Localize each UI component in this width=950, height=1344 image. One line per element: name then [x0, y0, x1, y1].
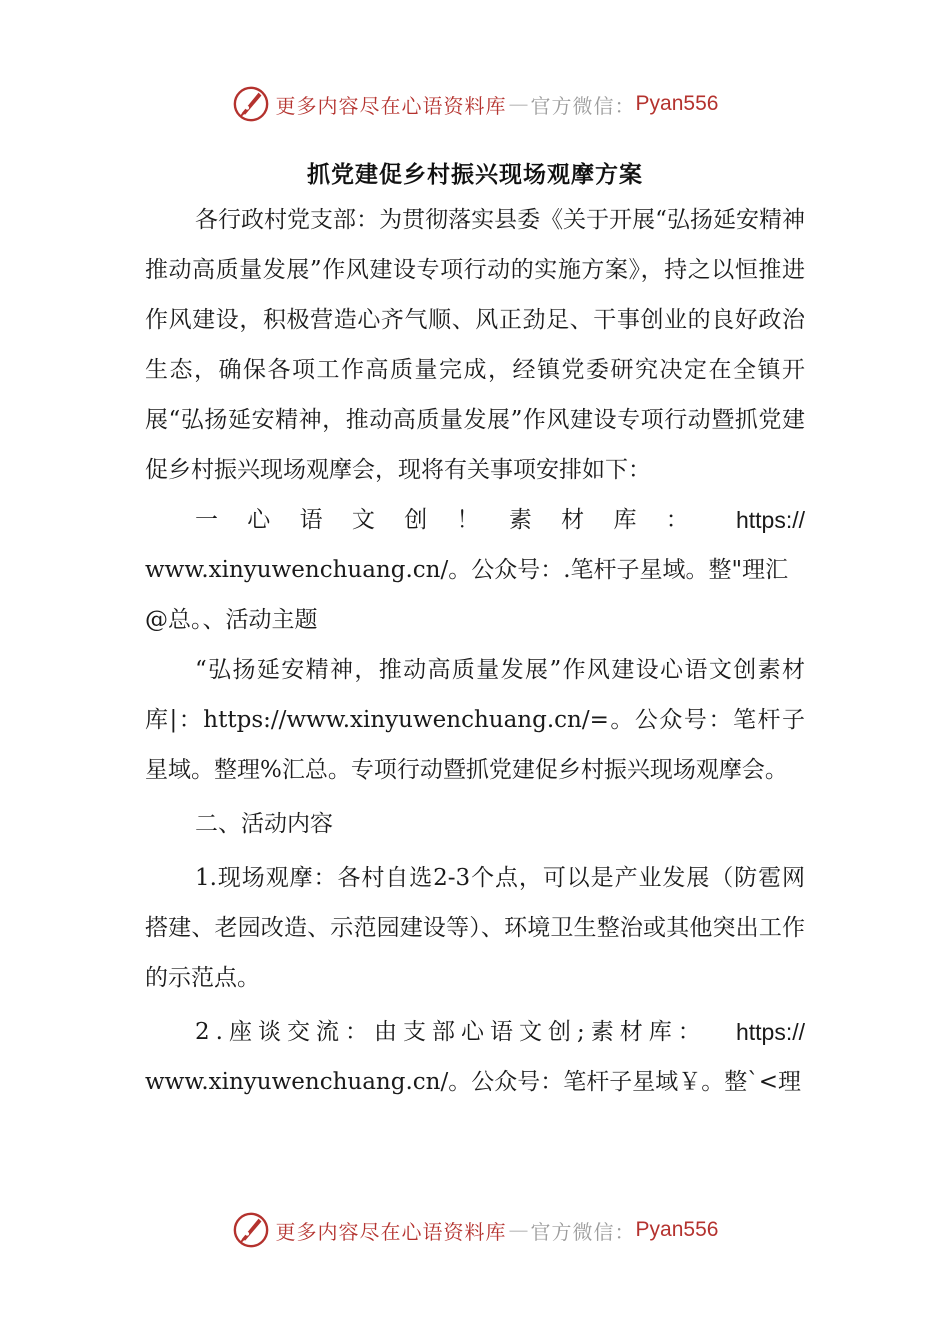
paragraph-intro: 各行政村党支部：为贯彻落实县委《关于开展“弘扬延安精神推动高质量发展”作风建设专项行动的实施方案》，持之以恒推进作风建设，积极营造心齐气顺、风正劲足、干事创业的良好政治生态，确保各项工作高质量完成，经镇党委研究决定在全镇开展“弘扬延安精神，推动高质量发展”作风建设专项行动暨抓党建促乡村振兴现场观摩会，现将有关事项安排如下：: [145, 207, 805, 483]
watermark-label: 官方微信：: [530, 1219, 636, 1244]
paragraph-theme-header: [145, 545, 805, 645]
quill-logo-icon: [232, 1211, 270, 1249]
paragraph-item-1: 1.现场观摩：各村自选2-3个点，可以是产业发展（防雹网搭建、老园改造、示范园建设等）、环境卫生整治或其他突出工作的示范点。: [145, 865, 805, 991]
watermark-dash: —: [508, 1218, 529, 1242]
watermark-text: 更多内容尽在心语资料库: [275, 1219, 507, 1244]
watermark-wechat-id: Pyan556: [635, 92, 719, 115]
paragraph-item-2: [145, 1007, 805, 1057]
spaced-text: 一 心 语 文 创 ！ 素 材 库 ：: [195, 507, 689, 533]
watermark-text: 更多内容尽在心语资料库: [275, 93, 507, 118]
url-fragment-2: https://: [735, 1019, 805, 1045]
watermark-banner-top: [0, 82, 950, 126]
watermark-label: 官方微信：: [530, 93, 636, 118]
paragraph-theme-header-text: www.xinyuwenchuang.cn/。公众号：.笔杆子星域。整"理汇@总。、活动主题: [145, 557, 789, 633]
paragraph-spaced-line: [145, 495, 805, 545]
watermark-dash: —: [508, 92, 529, 116]
section-heading-content: 二、活动内容: [195, 811, 333, 837]
paragraph-item-2-cont: www.xinyuwenchuang.cn/。公众号：笔杆子星域￥。整`<理: [145, 1069, 801, 1095]
watermark-wechat-id: Pyan556: [635, 1218, 719, 1241]
watermark-banner-bottom: [0, 1208, 950, 1252]
paragraph-theme: “弘扬延安精神，推动高质量发展”作风建设心语文创素材库|：https://www.xinyuwenchuang.cn/=。公众号：笔杆子星域。整理%汇总。专项行动暨抓党建促乡村振兴现场观摩会。: [145, 657, 805, 783]
quill-logo-icon: [232, 85, 270, 123]
document-title: 抓党建促乡村振兴现场观摩方案: [307, 161, 643, 188]
document-body: [145, 195, 805, 1107]
url-fragment: https://: [735, 507, 805, 533]
item-2-text: 2.座谈交流：由支部心语文创;素材库：: [195, 1019, 707, 1045]
